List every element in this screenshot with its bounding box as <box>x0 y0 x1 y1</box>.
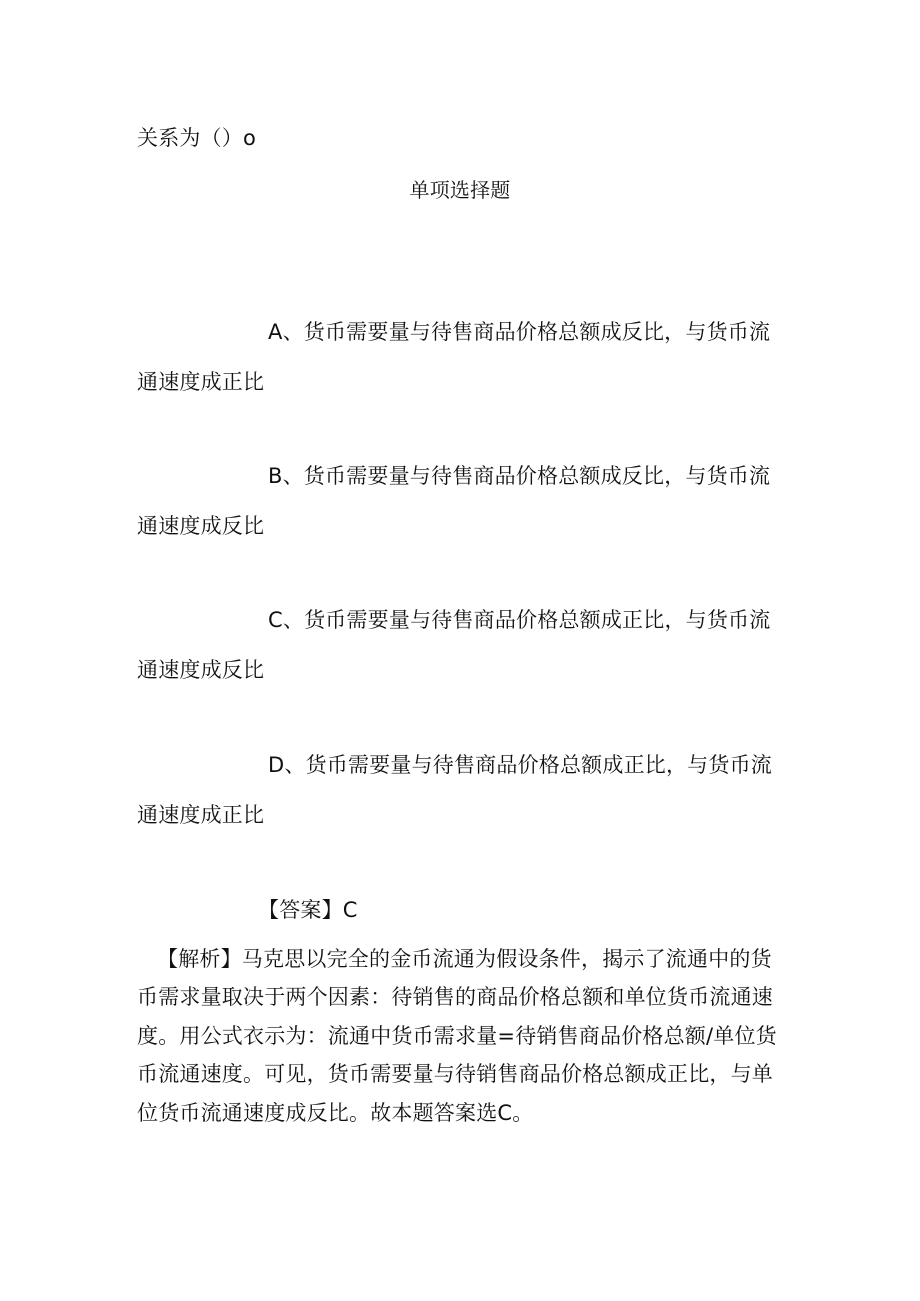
analysis-line: 币需求量取决于两个因素：待销售的商品价格总额和单位货币流通速 <box>137 985 773 1010</box>
analysis-line: 度。用公式衣示为：流通中货币需求量=待销售商品价格总额/单位货 <box>137 1023 777 1048</box>
option-d-line2: 通速度成正比 <box>137 803 265 827</box>
option-b-line2: 通速度成反比 <box>137 514 265 538</box>
analysis-line: 币流通速度。可见，货币需要量与待销售商品价格总额成正比，与单 <box>137 1062 773 1087</box>
option-b-line1: B、货币需要量与待售商品价格总额成反比，与货币流 <box>268 464 771 488</box>
option-d-line1: D、货币需要量与待售商品价格总额成正比，与货币流 <box>268 753 772 777</box>
option-a-line2: 通速度成正比 <box>137 370 265 394</box>
analysis-line: 位货币流通速度成反比。故本题答案选C。 <box>137 1100 534 1125</box>
option-c-line1: C、货币需要量与待售商品价格总额成正比，与货币流 <box>268 608 771 632</box>
analysis-paragraph <box>137 940 787 1132</box>
answer-label: 【答案】C <box>258 898 358 922</box>
option-c-line2: 通速度成反比 <box>137 658 265 682</box>
question-type-label: 单项选择题 <box>409 178 511 202</box>
option-a-line1: A、货币需要量与待售商品价格总额成反比，与货币流 <box>268 320 771 344</box>
analysis-line: 【解析】马克思以完全的金币流通为假设条件，揭示了流通中的货 <box>157 947 772 971</box>
question-stem-tail: 关系为（）o <box>137 126 257 150</box>
